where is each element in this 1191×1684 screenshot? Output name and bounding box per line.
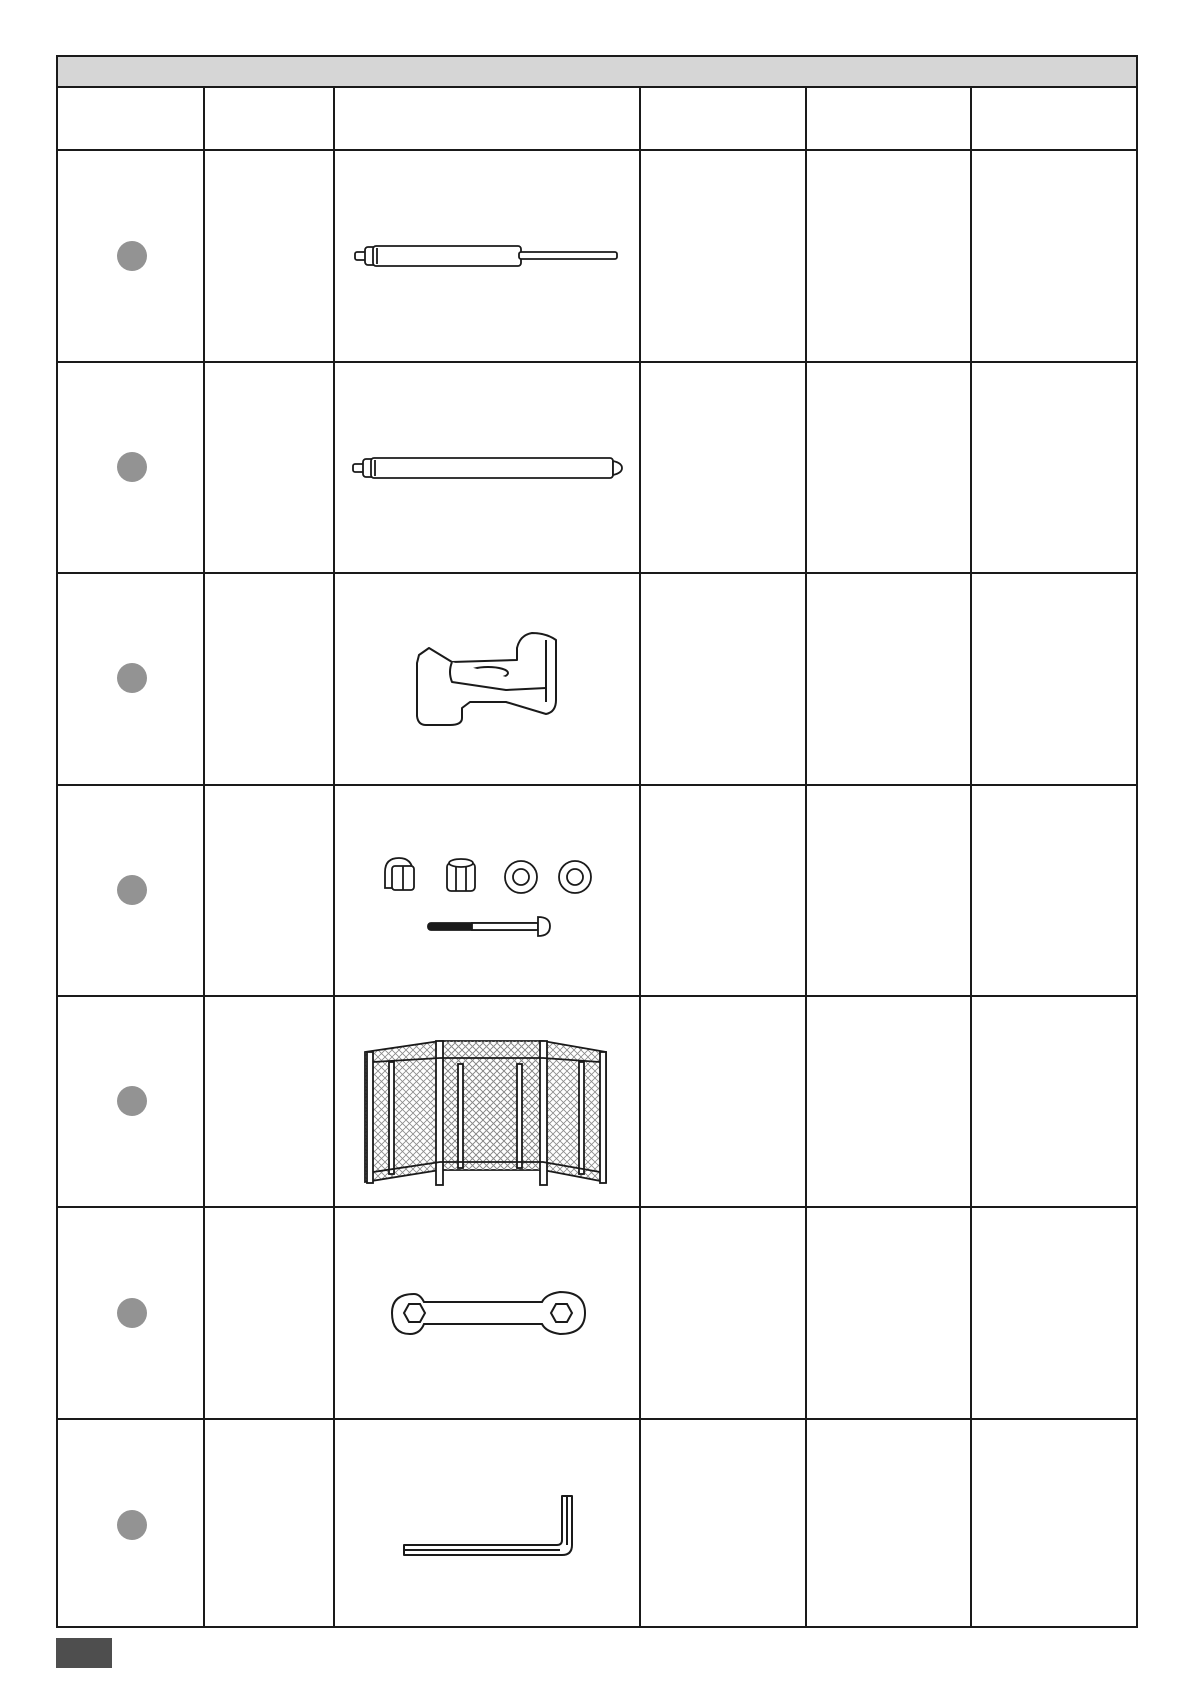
bolt-icon <box>428 917 550 936</box>
net-enclosure-icon <box>365 1041 606 1185</box>
parts-table <box>57 87 1137 1627</box>
wrench-icon <box>392 1292 585 1334</box>
cap-nut-icon <box>385 858 414 890</box>
row-marker-3 <box>117 663 147 693</box>
washer-icon-2 <box>559 861 591 893</box>
row-markers <box>117 241 147 1540</box>
washer-icon-1 <box>505 861 537 893</box>
bracket-icon <box>417 633 556 725</box>
hardware-set-icon <box>385 858 591 936</box>
pole-with-pin-icon <box>355 246 617 266</box>
row-marker-1 <box>117 241 147 271</box>
row-marker-7 <box>117 1510 147 1540</box>
lock-nut-icon <box>447 859 475 891</box>
row-marker-5 <box>117 1086 147 1116</box>
title-band <box>57 56 1137 87</box>
row-marker-4 <box>117 875 147 905</box>
straight-pole-icon <box>353 458 622 478</box>
row-marker-2 <box>117 452 147 482</box>
allen-key-icon <box>404 1496 572 1555</box>
page-tab <box>56 1638 112 1668</box>
row-marker-6 <box>117 1298 147 1328</box>
